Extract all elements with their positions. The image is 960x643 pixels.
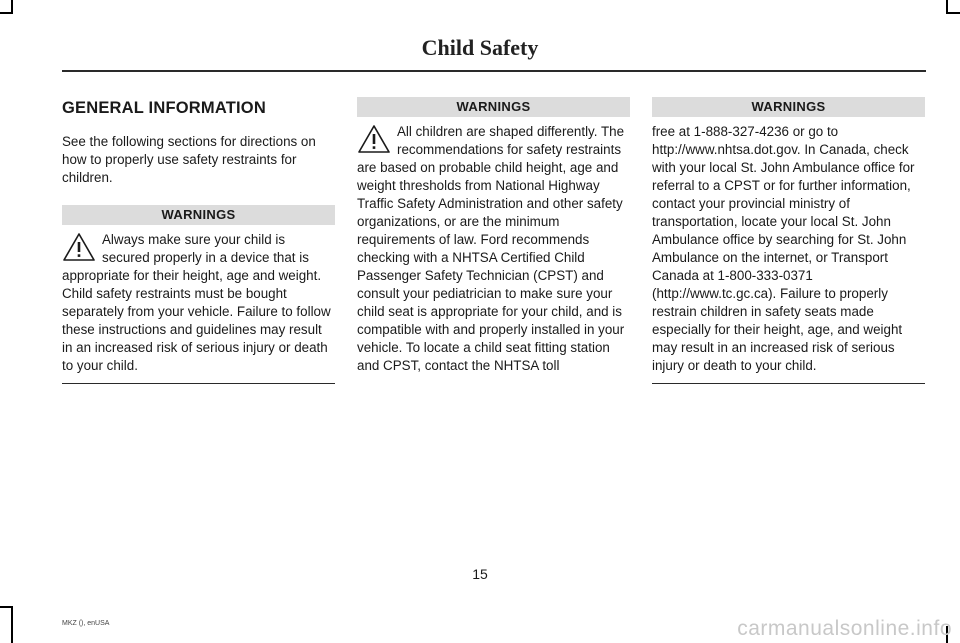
header-rule [62, 70, 926, 72]
crop-mark-top-right-h [946, 12, 960, 14]
crop-mark-bottom-left-v [11, 606, 13, 643]
crop-mark-top-left-h [0, 12, 13, 14]
page-title: Child Safety [421, 35, 539, 60]
warning-text: Always make sure your child is secured properly in a device that is appropriate for their height, age and weight. Child safety restraints must be bought separately from your vehicle. Failure to follow these instructions and guidelines may result in an increased risk of serious injury or death to your child. [62, 232, 331, 373]
intro-paragraph: See the following sections for directions on how to properly use safety restraints for children. [62, 134, 316, 185]
warning-text: free at 1-888-327-4236 or go to http://www.nhtsa.dot.gov. In Canada, check with your local St. John Ambulance office for referral to a CPST or for further information, contact your provincial ministry of transportation, locate your local St. John Ambulance office by searching for St. John Ambulance on the internet, or Transport Canada at 1-800-333-0371 (http://www.tc.gc.ca). Failure to properly restrain children in safety seats made especially for their height, age, and weight may result in an increased risk of serious injury or death to your child. [652, 124, 915, 373]
warning-header: WARNINGS [62, 205, 335, 225]
warning-body [62, 231, 335, 384]
column-3 [652, 97, 925, 384]
section-heading: GENERAL INFORMATION [62, 99, 266, 117]
warning-triangle-icon [357, 124, 391, 154]
watermark: carmanualsonline.info [737, 617, 952, 640]
warning-triangle-icon [62, 232, 96, 262]
warning-box [652, 97, 925, 384]
footer-doc-code: MKZ (), enUSA [62, 620, 110, 627]
warning-header: WARNINGS [652, 97, 925, 117]
page-number: 15 [472, 566, 488, 582]
warning-box [357, 97, 630, 383]
warning-body [652, 123, 925, 384]
column-1 [62, 97, 335, 384]
warning-body [357, 123, 630, 383]
warning-text: All children are shaped differently. The recommendations for safety restraints are based on probable child height, age and weight thresholds from National Highway Traffic Safety Administration and other safety organizations, or are the minimum requirements of law. Ford recommends checking with a NHTSA Certified Child Passenger Safety Technician (CPST) and consult your pediatrician to make sure your child seat is appropriate for your child, and is compatible with and properly installed in your vehicle. To locate a child seat fitting station and CPST, contact the NHTSA toll [357, 124, 625, 373]
warning-box [62, 205, 335, 384]
column-2 [357, 97, 630, 383]
warning-header: WARNINGS [357, 97, 630, 117]
crop-mark-bottom-left-h [0, 606, 13, 608]
